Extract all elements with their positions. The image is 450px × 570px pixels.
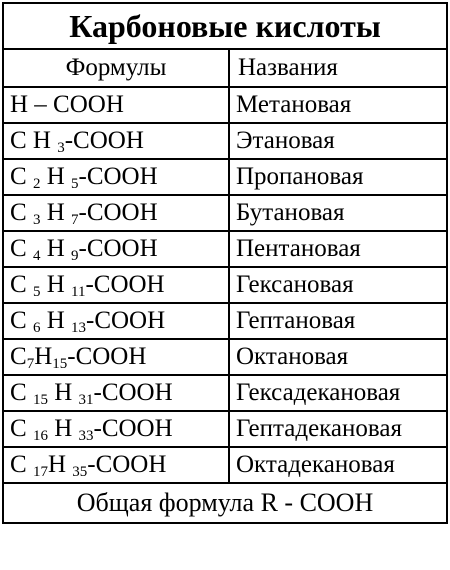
table-row (3, 195, 447, 231)
formula-subscript: 7 (26, 356, 35, 372)
formula-text: C (10, 235, 33, 262)
formula-text: H (47, 451, 73, 478)
formula-text: C (10, 271, 33, 298)
formula-text: C (10, 199, 33, 226)
table-row (3, 411, 447, 447)
formula-text: H (47, 415, 79, 442)
formula-text: -COOH (67, 343, 147, 370)
formula-cell (3, 231, 229, 267)
formula-subscript: 9 (71, 248, 79, 264)
header-formulas: Формулы (3, 49, 229, 87)
formula-subscript: 5 (71, 176, 79, 192)
formula-text: H (40, 199, 71, 226)
header-names: Названия (229, 49, 447, 87)
formula-text: C (10, 415, 33, 442)
formula-subscript: 6 (32, 320, 41, 336)
table-title: Карбоновые кислоты (3, 3, 447, 49)
acid-name-cell: Бутановая (229, 195, 447, 231)
table-row (3, 375, 447, 411)
formula-text: C (10, 379, 33, 406)
acid-name-cell: Гексановая (229, 267, 447, 303)
formula-text: -COOH (86, 307, 166, 334)
acid-name-cell: Гексадекановая (229, 375, 447, 411)
acid-name-cell: Метановая (229, 87, 447, 123)
formula-text: C (10, 307, 33, 334)
formula-subscript: 2 (32, 176, 41, 192)
table-row (3, 447, 447, 483)
table-row (3, 159, 447, 195)
formula-subscript: 31 (78, 392, 94, 408)
table-row (3, 87, 447, 123)
formula-text: C H (10, 127, 58, 154)
acid-name-cell: Гептадекановая (229, 411, 447, 447)
formula-cell (3, 87, 229, 123)
formula-text: H (47, 379, 79, 406)
table-row (3, 303, 447, 339)
formula-cell (3, 267, 229, 303)
acid-name-cell: Гептановая (229, 303, 447, 339)
formula-subscript: 15 (32, 392, 48, 408)
formula-cell (3, 123, 229, 159)
formula-subscript: 13 (71, 320, 86, 336)
formula-subscript: 5 (32, 284, 41, 300)
table-row (3, 231, 447, 267)
formula-subscript: 17 (32, 464, 48, 480)
formula-text: C (10, 451, 33, 478)
formula-cell (3, 303, 229, 339)
acid-name-cell: Этановая (229, 123, 447, 159)
formula-text: -COOH (78, 235, 158, 262)
formula-subscript: 15 (52, 356, 68, 372)
general-formula-footer: Общая формула R - COOH (3, 483, 447, 523)
formula-subscript: 3 (57, 140, 65, 156)
table-row (3, 267, 447, 303)
formula-subscript: 7 (71, 212, 79, 228)
formula-subscript: 33 (78, 428, 94, 444)
table-row (3, 339, 447, 375)
formula-cell (3, 447, 229, 483)
formula-text: C (10, 343, 27, 370)
formula-text: -COOH (78, 199, 158, 226)
carboxylic-acids-table (2, 2, 448, 524)
formula-text: H (40, 271, 71, 298)
formula-text: -COOH (93, 379, 173, 406)
acid-name-cell: Пропановая (229, 159, 447, 195)
formula-text: H (40, 163, 71, 190)
formula-cell (3, 411, 229, 447)
formula-text: -COOH (93, 415, 173, 442)
formula-subscript: 16 (32, 428, 48, 444)
formula-subscript: 11 (71, 284, 86, 300)
formula-subscript: 4 (32, 248, 41, 264)
acid-name-cell: Пентановая (229, 231, 447, 267)
formula-text: H (34, 343, 53, 370)
formula-text: H (40, 307, 71, 334)
formula-text: C (10, 163, 33, 190)
formula-text: H – COOH (10, 91, 124, 118)
formula-text: H (40, 235, 71, 262)
table-row (3, 123, 447, 159)
formula-text: -COOH (78, 163, 158, 190)
formula-cell (3, 159, 229, 195)
formula-cell (3, 375, 229, 411)
acid-name-cell: Октадекановая (229, 447, 447, 483)
acid-name-cell: Октановая (229, 339, 447, 375)
formula-text: -COOH (64, 127, 144, 154)
formula-subscript: 3 (32, 212, 41, 228)
formula-text: -COOH (85, 271, 165, 298)
formula-cell (3, 195, 229, 231)
formula-cell (3, 339, 229, 375)
formula-text: -COOH (87, 451, 167, 478)
formula-subscript: 35 (72, 464, 88, 480)
